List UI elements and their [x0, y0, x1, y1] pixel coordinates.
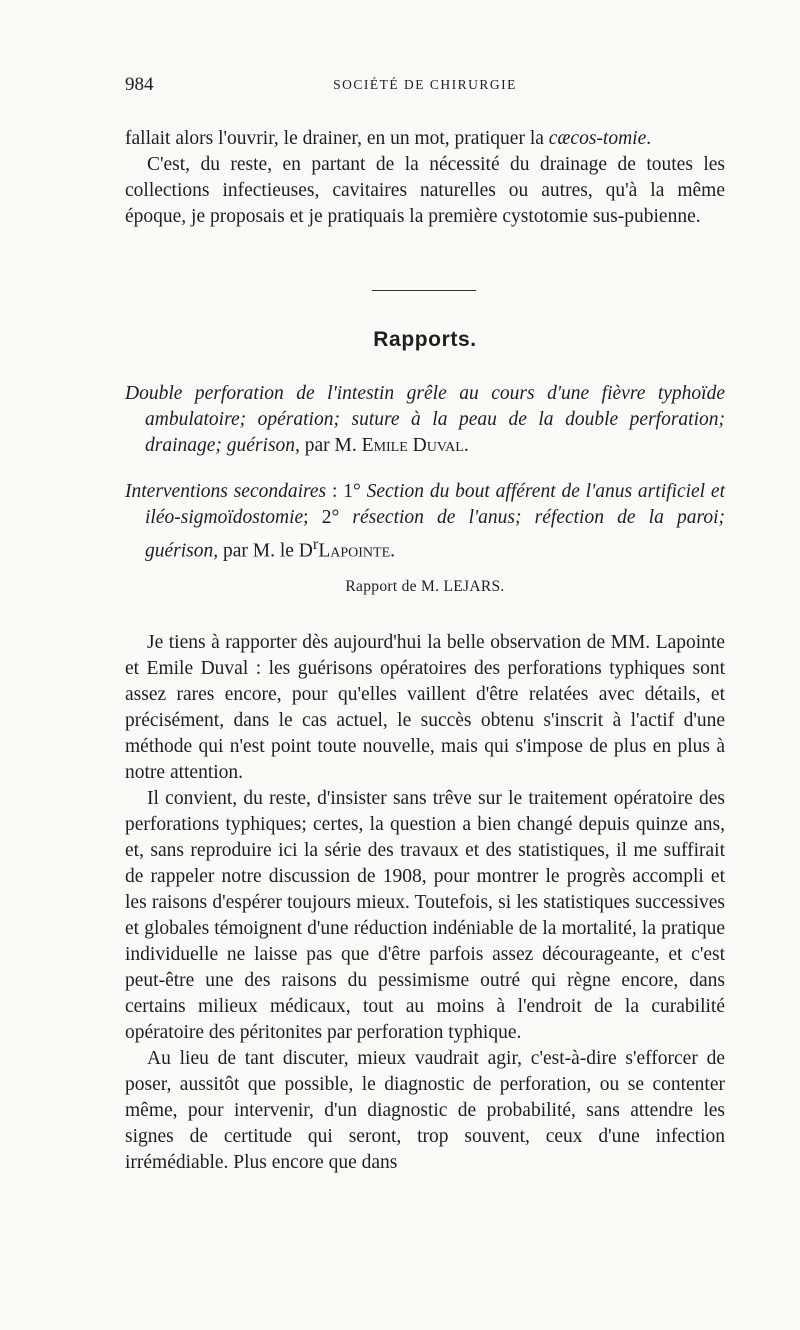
body-paragraph-2: Il convient, du reste, d'insister sans trêve sur le traitement opératoire des perforations typhiques; certes, la question a bien changé depuis quinze ans, et, sans reproduire ici la série des travaux et des statistiques, il me suffirait de rappeler notre discussion de 1908, pour montrer le progrès accompli et les raisons d'espérer toujours mieux. Toutefois, si les statistiques successives et globales témoignent d'une réduction indéniable de la mortalité, la pratique individuelle ne laisse pas que d'être parfois assez décourageante, et c'est peut-être une des raisons du pessimisme outré qui règne encore, dans certains milieux médicaux, tout au moins à l'endroit de la curabilité opératoire des péritonites par perforation typhique.	[125, 788, 725, 1043]
report1-author: Emile Duval	[361, 435, 464, 456]
intro-text	[125, 126, 725, 230]
page-header	[125, 74, 725, 94]
report2-end: .	[390, 540, 395, 562]
report-body	[125, 630, 725, 1176]
report2-author: Lapointe	[318, 540, 391, 562]
report2-title-b: Section du bout afférent de l'anus artificiel et iléo-sigmoïdostomie	[145, 481, 725, 528]
report-title-2	[125, 479, 725, 565]
report2-sep2: ; 2°	[303, 507, 353, 528]
report1-title-text: Double perforation de l'intestin grêle au cours d'une fièvre typhoïde ambulatoire; opération; suture à la peau de la double perforation; drainage; guérison,	[125, 383, 725, 456]
page-number: 984	[125, 74, 154, 95]
intro-p1-text: fallait alors l'ouvrir, le drainer, en un mot, pratiquer la	[125, 128, 549, 149]
report2-title-c: résection de l'anus; réfection de la paroi; guérison,	[145, 507, 725, 562]
report1-by: par M.	[299, 435, 362, 456]
body-paragraph-1: Je tiens à rapporter dès aujourd'hui la belle observation de MM. Lapointe et Emile Duval : les guérisons opératoires des perforations typhiques sont assez rares encore, pour qu'elles vaillent d'être relatées avec détails, et précisément, dans le cas actuel, le succès obtenu s'inscrit à l'actif d'une méthode qui n'est point toute nouvelle, mais qui s'impose de plus en plus à notre attention.	[125, 632, 725, 783]
intro-paragraph-2: C'est, du reste, en partant de la nécessité du drainage de toutes les collections infectieuses, cavitaires naturelles ou autres, qu'à la même époque, je proposais et je pratiquais la première cystotomie sus-pubienne.	[125, 154, 725, 227]
intro-p1-italic: cæcos-tomie	[548, 128, 647, 149]
report2-sup: r	[312, 535, 319, 553]
section-divider	[372, 290, 476, 291]
running-title: SOCIÉTÉ DE CHIRURGIE	[333, 77, 517, 92]
body-paragraph-3: Au lieu de tant discuter, mieux vaudrait agir, c'est-à-dire s'efforcer de poser, aussitôt que possible, le diagnostic de perforation, ou se contenter même, pour intervenir, d'un diagnostic de probabilité, sans attendre les signes de certitude qui seront, trop souvent, ceux d'une infection irrémédiable. Plus encore que dans	[125, 1048, 725, 1173]
intro-p1-end: .	[646, 128, 652, 149]
report2-by: par M. le D	[218, 540, 313, 562]
report2-sep1: : 1°	[326, 481, 367, 502]
report2-title-a: Interventions secondaires	[125, 481, 327, 502]
report1-end: .	[463, 435, 469, 456]
rapporteur-line: Rapport de M. LEJARS.	[345, 578, 505, 595]
section-heading: Rapports.	[373, 328, 477, 351]
report-title-1	[125, 381, 725, 459]
intro-paragraph-1	[125, 126, 725, 152]
